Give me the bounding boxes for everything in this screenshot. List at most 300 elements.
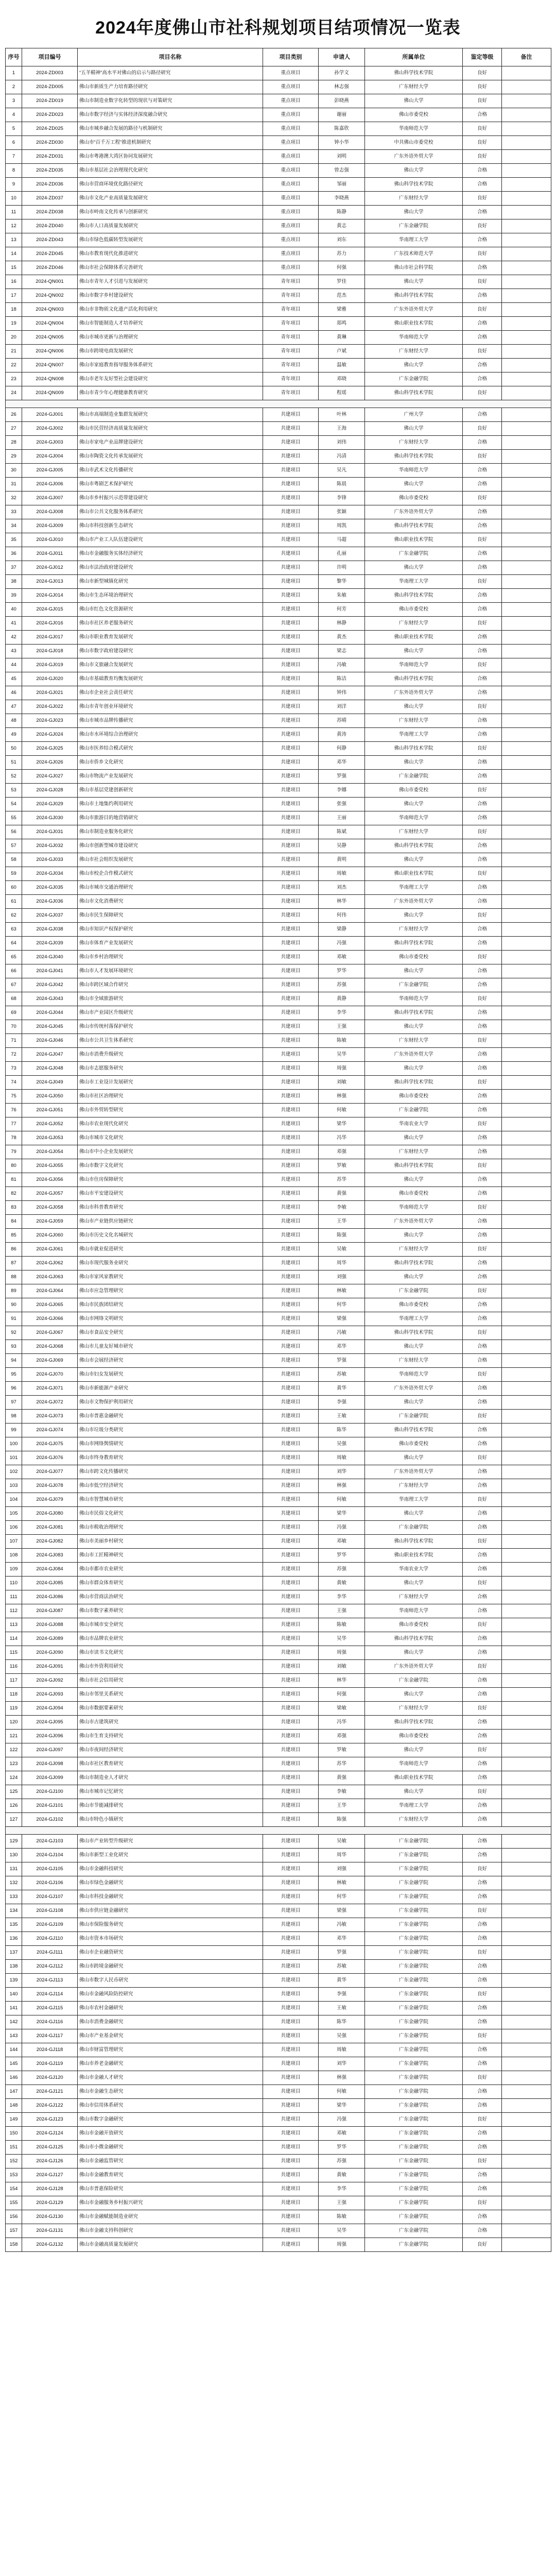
cell-type: 共建项目: [263, 464, 319, 478]
table-row: [6, 839, 551, 853]
cell-org: 广东财经大学: [365, 345, 463, 359]
cell-index: 8: [6, 164, 22, 178]
cell-org: 佛山科学技术学院: [365, 66, 463, 80]
cell-index: 44: [6, 658, 22, 672]
cell-type: 共建项目: [263, 478, 319, 492]
cell-applicant: 孔丽: [319, 547, 365, 561]
cell-title: 佛山市陶瓷文化传承发展研究: [78, 450, 263, 464]
table-row: [6, 1674, 551, 1688]
cell-remark: [502, 2238, 551, 2252]
cell-org: 华南理工大学: [365, 233, 463, 247]
cell-code: 2024-QN005: [22, 331, 78, 345]
cell-code: 2024-GJ120: [22, 2071, 78, 2085]
cell-title: 佛山市青年人才引进与发展研究: [78, 275, 263, 289]
cell-type: 共建项目: [263, 1187, 319, 1201]
cell-index: 21: [6, 345, 22, 359]
cell-type: 共建项目: [263, 2141, 319, 2155]
cell-title: 佛山市儿童友好城市研究: [78, 1340, 263, 1354]
cell-type: 重点项目: [263, 66, 319, 80]
cell-grade: 良好: [463, 1159, 502, 1173]
cell-type: 共建项目: [263, 1674, 319, 1688]
cell-remark: [502, 1048, 551, 1062]
cell-applicant: 陈敏: [319, 2210, 365, 2224]
table-row: [6, 1577, 551, 1590]
cell-grade: 合格: [463, 2210, 502, 2224]
cell-type: 共建项目: [263, 1062, 319, 1076]
cell-type: 共建项目: [263, 1298, 319, 1312]
cell-grade: 合格: [463, 1340, 502, 1354]
cell-org: 佛山市委党校: [365, 951, 463, 964]
cell-org: 佛山职业技术学院: [365, 867, 463, 881]
cell-grade: 合格: [463, 561, 502, 575]
cell-type: 共建项目: [263, 1465, 319, 1479]
cell-index: 75: [6, 1090, 22, 1104]
cell-applicant: 邓华: [319, 1340, 365, 1354]
cell-remark: [502, 728, 551, 742]
cell-grade: 合格: [463, 206, 502, 219]
cell-grade: 良好: [463, 1451, 502, 1465]
cell-org: 广东金融学院: [365, 2238, 463, 2252]
cell-code: 2024-GJ122: [22, 2099, 78, 2113]
cell-remark: [502, 1757, 551, 1771]
cell-index: 62: [6, 909, 22, 923]
cell-org: 佛山市委党校: [365, 1618, 463, 1632]
cell-title: 佛山市法治政府建设研究: [78, 561, 263, 575]
cell-grade: 良好: [463, 1410, 502, 1423]
cell-type: 共建项目: [263, 770, 319, 784]
cell-grade: 合格: [463, 436, 502, 450]
cell-title: 佛山市职业教育发展研究: [78, 631, 263, 645]
cell-index: 115: [6, 1646, 22, 1660]
cell-org: 广东金融学院: [365, 2182, 463, 2196]
cell-index: 129: [6, 1835, 22, 1849]
cell-code: 2024-GJ042: [22, 978, 78, 992]
cell-title: 佛山市信用体系研究: [78, 2099, 263, 2113]
cell-remark: [502, 1646, 551, 1660]
cell-title: 佛山市基层党建创新研究: [78, 784, 263, 798]
cell-code: 2024-GJ081: [22, 1521, 78, 1535]
cell-index: 34: [6, 519, 22, 533]
cell-type: 共建项目: [263, 1521, 319, 1535]
cell-remark: [502, 1062, 551, 1076]
cell-applicant: 陈强: [319, 1229, 365, 1243]
cell-applicant: 林强: [319, 1479, 365, 1493]
cell-org: 广东财经大学: [365, 436, 463, 450]
table-row: [6, 923, 551, 937]
cell-org: 广东财经大学: [365, 1145, 463, 1159]
cell-title: 佛山市侨乡文化研究: [78, 756, 263, 770]
cell-type: 共建项目: [263, 798, 319, 811]
cell-org: 广东财经大学: [365, 714, 463, 728]
table-row: [6, 1849, 551, 1862]
cell-title: 佛山市社区治理研究: [78, 1090, 263, 1104]
cell-org: 广东外语外贸大学: [365, 1465, 463, 1479]
cell-grade: 合格: [463, 1062, 502, 1076]
cell-code: 2024-QN004: [22, 317, 78, 331]
cell-type: 共建项目: [263, 700, 319, 714]
cell-title: 佛山市数字文化研究: [78, 1159, 263, 1173]
table-row: [6, 80, 551, 94]
table-row: [6, 645, 551, 658]
cell-title: 佛山市外贸转型研究: [78, 1104, 263, 1117]
cell-code: 2024-GJ075: [22, 1437, 78, 1451]
cell-index: 84: [6, 1215, 22, 1229]
cell-code: 2024-GJ125: [22, 2141, 78, 2155]
cell-index: 82: [6, 1187, 22, 1201]
cell-org: 广东金融学院: [365, 2168, 463, 2182]
cell-code: 2024-GJ030: [22, 811, 78, 825]
cell-applicant: 曾志强: [319, 164, 365, 178]
cell-index: 68: [6, 992, 22, 1006]
cell-grade: 合格: [463, 1173, 502, 1187]
cell-grade: 合格: [463, 1145, 502, 1159]
cell-title: 佛山市读书文化研究: [78, 1646, 263, 1660]
cell-applicant: 梁强: [319, 1904, 365, 1918]
cell-remark: [502, 1618, 551, 1632]
cell-code: 2024-GJ103: [22, 1835, 78, 1849]
cell-grade: 合格: [463, 2168, 502, 2182]
cell-remark: [502, 1904, 551, 1918]
table-row: [6, 247, 551, 261]
cell-index: 98: [6, 1410, 22, 1423]
cell-title: 佛山市低空经济研究: [78, 1479, 263, 1493]
table-row: [6, 94, 551, 108]
cell-title: 佛山市城市文化研究: [78, 1131, 263, 1145]
cell-org: 佛山大学: [365, 1507, 463, 1521]
table-row: [6, 1590, 551, 1604]
cell-type: 共建项目: [263, 2196, 319, 2210]
cell-code: 2024-GJ104: [22, 1849, 78, 1862]
table-row: [6, 1632, 551, 1646]
table-row: [6, 1904, 551, 1918]
cell-remark: [502, 1131, 551, 1145]
cell-applicant: 梁华: [319, 2099, 365, 2113]
cell-remark: [502, 867, 551, 881]
cell-code: 2024-GJ060: [22, 1229, 78, 1243]
cell-org: 佛山科学技术学院: [365, 1535, 463, 1549]
cell-remark: [502, 1298, 551, 1312]
table-row: [6, 136, 551, 150]
table-row: [6, 589, 551, 603]
cell-org: 佛山大学: [365, 1229, 463, 1243]
cell-code: 2024-GJ106: [22, 1876, 78, 1890]
cell-type: 重点项目: [263, 150, 319, 164]
cell-applicant: 李晓燕: [319, 192, 365, 206]
cell-remark: [502, 1034, 551, 1048]
cell-applicant: 罗强: [319, 1946, 365, 1960]
cell-title: 佛山市普惠保险研究: [78, 2182, 263, 2196]
table-row: [6, 937, 551, 951]
cell-index: 127: [6, 1813, 22, 1827]
table-row: [6, 108, 551, 122]
separator-section-1: [6, 400, 551, 408]
cell-title: 佛山市非物质文化遗产活化利用研究: [78, 303, 263, 317]
cell-index: 104: [6, 1493, 22, 1507]
cell-index: 16: [6, 275, 22, 289]
cell-code: 2024-GJ021: [22, 686, 78, 700]
cell-type: 共建项目: [263, 1618, 319, 1632]
cell-remark: [502, 1451, 551, 1465]
cell-title: 佛山市旅游目的地营销研究: [78, 811, 263, 825]
cell-index: 146: [6, 2071, 22, 2085]
cell-index: 136: [6, 1932, 22, 1946]
cell-org: 佛山科学技术学院: [365, 589, 463, 603]
cell-org: 广东金融学院: [365, 2002, 463, 2015]
cell-grade: 合格: [463, 1549, 502, 1563]
table-row: [6, 1535, 551, 1549]
cell-type: 共建项目: [263, 1340, 319, 1354]
cell-grade: 合格: [463, 1090, 502, 1104]
cell-title: 佛山市金融高质量发展研究: [78, 2238, 263, 2252]
cell-type: 重点项目: [263, 247, 319, 261]
cell-org: 佛山科学技术学院: [365, 1716, 463, 1730]
cell-grade: 良好: [463, 825, 502, 839]
cell-index: 79: [6, 1145, 22, 1159]
cell-type: 青年项目: [263, 331, 319, 345]
cell-applicant: 苏华: [319, 1173, 365, 1187]
header-remark: 备注: [502, 48, 551, 66]
cell-code: 2024-GJ041: [22, 964, 78, 978]
cell-title: 佛山市文旅融合发展研究: [78, 658, 263, 672]
cell-grade: 合格: [463, 547, 502, 561]
cell-title: 佛山市产业基金研究: [78, 2029, 263, 2043]
cell-grade: 合格: [463, 1890, 502, 1904]
cell-index: 106: [6, 1521, 22, 1535]
cell-applicant: 邓华: [319, 1932, 365, 1946]
cell-index: 3: [6, 94, 22, 108]
table-row: [6, 1423, 551, 1437]
cell-title: 佛山市传统村落保护研究: [78, 1020, 263, 1034]
cell-grade: 合格: [463, 1730, 502, 1743]
cell-index: 28: [6, 436, 22, 450]
cell-remark: [502, 136, 551, 150]
cell-remark: [502, 66, 551, 80]
cell-org: 广东财经大学: [365, 923, 463, 937]
cell-applicant: 林强: [319, 2071, 365, 2085]
cell-grade: 合格: [463, 1960, 502, 1974]
table-row: [6, 895, 551, 909]
cell-grade: 良好: [463, 533, 502, 547]
cell-grade: 合格: [463, 2224, 502, 2238]
cell-title: 佛山市科普教育研究: [78, 1201, 263, 1215]
cell-code: 2024-GJ119: [22, 2057, 78, 2071]
table-row: [6, 1062, 551, 1076]
cell-title: 佛山市社会组织发展研究: [78, 853, 263, 867]
cell-grade: 良好: [463, 2155, 502, 2168]
cell-grade: 合格: [463, 1298, 502, 1312]
cell-applicant: 吴强: [319, 2029, 365, 2043]
table-row: [6, 303, 551, 317]
cell-title: 佛山市营商法治研究: [78, 1590, 263, 1604]
cell-grade: 合格: [463, 1104, 502, 1117]
cell-title: 佛山市工匠精神研究: [78, 1549, 263, 1563]
cell-org: 广州大学: [365, 408, 463, 422]
cell-remark: [502, 658, 551, 672]
cell-applicant: 彭晓燕: [319, 94, 365, 108]
cell-index: 158: [6, 2238, 22, 2252]
cell-applicant: 周华: [319, 1257, 365, 1270]
cell-applicant: 李华: [319, 1006, 365, 1020]
cell-applicant: 王海: [319, 422, 365, 436]
cell-applicant: 王强: [319, 2196, 365, 2210]
cell-title: 佛山市农村金融研究: [78, 2002, 263, 2015]
cell-index: 48: [6, 714, 22, 728]
cell-index: 112: [6, 1604, 22, 1618]
cell-index: 93: [6, 1340, 22, 1354]
cell-grade: 合格: [463, 2043, 502, 2057]
cell-type: 共建项目: [263, 1215, 319, 1229]
cell-org: 广东金融学院: [365, 547, 463, 561]
cell-grade: 合格: [463, 1716, 502, 1730]
cell-applicant: 陈敏: [319, 1034, 365, 1048]
cell-applicant: 孙学文: [319, 66, 365, 80]
cell-type: 共建项目: [263, 1918, 319, 1932]
cell-index: 151: [6, 2141, 22, 2155]
cell-remark: [502, 839, 551, 853]
cell-type: 共建项目: [263, 811, 319, 825]
table-row: [6, 66, 551, 80]
cell-index: 11: [6, 206, 22, 219]
cell-org: 佛山科学技术学院: [365, 1326, 463, 1340]
cell-title: 佛山市垃圾分类研究: [78, 1423, 263, 1437]
cell-grade: 良好: [463, 2238, 502, 2252]
table-row: [6, 2238, 551, 2252]
cell-code: 2024-GJ009: [22, 519, 78, 533]
cell-title: 佛山市志愿服务研究: [78, 1062, 263, 1076]
results-sheet: [5, 48, 551, 2252]
cell-grade: 合格: [463, 359, 502, 372]
cell-grade: 合格: [463, 756, 502, 770]
separator-section-2: [6, 1827, 551, 1835]
cell-title: 佛山市绿色金融研究: [78, 1876, 263, 1890]
table-row: [6, 700, 551, 714]
cell-title: 佛山市数字金融研究: [78, 2113, 263, 2127]
cell-grade: 合格: [463, 1229, 502, 1243]
cell-grade: 合格: [463, 923, 502, 937]
cell-title: 佛山市节能减排研究: [78, 1799, 263, 1813]
cell-org: 广东金融学院: [365, 2155, 463, 2168]
cell-applicant: 陈洁: [319, 672, 365, 686]
cell-index: 64: [6, 937, 22, 951]
cell-type: 共建项目: [263, 1604, 319, 1618]
cell-code: 2024-GJ043: [22, 992, 78, 1006]
cell-org: 佛山大学: [365, 359, 463, 372]
cell-index: 51: [6, 756, 22, 770]
cell-title: 佛山市人口高质量发展研究: [78, 219, 263, 233]
table-row: [6, 1688, 551, 1702]
cell-remark: [502, 631, 551, 645]
cell-org: 广东金融学院: [365, 2085, 463, 2099]
cell-code: 2024-ZD036: [22, 178, 78, 192]
cell-remark: [502, 1159, 551, 1173]
cell-applicant: 王丽: [319, 811, 365, 825]
table-row: [6, 2029, 551, 2043]
cell-title: 佛山市民族团结研究: [78, 1298, 263, 1312]
cell-type: 共建项目: [263, 1716, 319, 1730]
cell-grade: 合格: [463, 1771, 502, 1785]
cell-remark: [502, 1590, 551, 1604]
cell-type: 共建项目: [263, 658, 319, 672]
cell-index: 139: [6, 1974, 22, 1988]
cell-remark: [502, 1382, 551, 1396]
cell-org: 佛山大学: [365, 853, 463, 867]
cell-org: 广东财经大学: [365, 1354, 463, 1368]
cell-applicant: 周强: [319, 2238, 365, 2252]
cell-org: 华南师范大学: [365, 331, 463, 345]
cell-org: 广东金融学院: [365, 2141, 463, 2155]
cell-remark: [502, 1549, 551, 1563]
cell-title: 佛山市现代服务业研究: [78, 1257, 263, 1270]
cell-code: 2024-GJ022: [22, 700, 78, 714]
cell-org: 佛山市委党校: [365, 1090, 463, 1104]
cell-remark: [502, 164, 551, 178]
cell-code: 2024-GJ100: [22, 1785, 78, 1799]
cell-org: 佛山市委党校: [365, 1298, 463, 1312]
cell-index: 38: [6, 575, 22, 589]
cell-org: 佛山大学: [365, 1173, 463, 1187]
cell-index: 30: [6, 464, 22, 478]
cell-code: 2024-ZD037: [22, 192, 78, 206]
cell-type: 共建项目: [263, 1785, 319, 1799]
cell-type: 共建项目: [263, 645, 319, 658]
cell-index: 105: [6, 1507, 22, 1521]
cell-code: 2024-GJ058: [22, 1201, 78, 1215]
cell-org: 佛山科学技术学院: [365, 839, 463, 853]
cell-type: 共建项目: [263, 1549, 319, 1563]
cell-org: 广东金融学院: [365, 1862, 463, 1876]
cell-remark: [502, 951, 551, 964]
cell-type: 青年项目: [263, 345, 319, 359]
cell-org: 佛山科学技术学院: [365, 178, 463, 192]
table-row: [6, 1437, 551, 1451]
cell-org: 佛山科学技术学院: [365, 1006, 463, 1020]
cell-remark: [502, 192, 551, 206]
cell-org: 华南师范大学: [365, 992, 463, 1006]
cell-remark: [502, 853, 551, 867]
cell-grade: 合格: [463, 1918, 502, 1932]
cell-applicant: 周敏: [319, 2043, 365, 2057]
cell-remark: [502, 1743, 551, 1757]
cell-code: 2024-GJ127: [22, 2168, 78, 2182]
table-row: [6, 422, 551, 436]
cell-index: 101: [6, 1451, 22, 1465]
cell-remark: [502, 686, 551, 700]
cell-type: 共建项目: [263, 1813, 319, 1827]
cell-grade: 合格: [463, 853, 502, 867]
cell-code: 2024-GJ061: [22, 1243, 78, 1257]
cell-title: 佛山市智能制造人才培养研究: [78, 317, 263, 331]
cell-title: 佛山市“百千万工程”推进机制研究: [78, 136, 263, 150]
cell-type: 共建项目: [263, 533, 319, 547]
cell-code: 2024-GJ124: [22, 2127, 78, 2141]
cell-type: 共建项目: [263, 1743, 319, 1757]
cell-type: 共建项目: [263, 978, 319, 992]
cell-org: 佛山大学: [365, 1688, 463, 1702]
cell-index: 65: [6, 951, 22, 964]
cell-title: 佛山市企业融资研究: [78, 1946, 263, 1960]
table-row: [6, 519, 551, 533]
cell-applicant: 吴静: [319, 839, 365, 853]
cell-applicant: 谢丽: [319, 108, 365, 122]
cell-remark: [502, 1688, 551, 1702]
cell-applicant: 卢斌: [319, 345, 365, 359]
cell-grade: 合格: [463, 937, 502, 951]
table-row: [6, 2043, 551, 2057]
cell-code: 2024-GJ046: [22, 1034, 78, 1048]
cell-grade: 合格: [463, 2015, 502, 2029]
cell-remark: [502, 1076, 551, 1090]
cell-code: 2024-GJ065: [22, 1298, 78, 1312]
